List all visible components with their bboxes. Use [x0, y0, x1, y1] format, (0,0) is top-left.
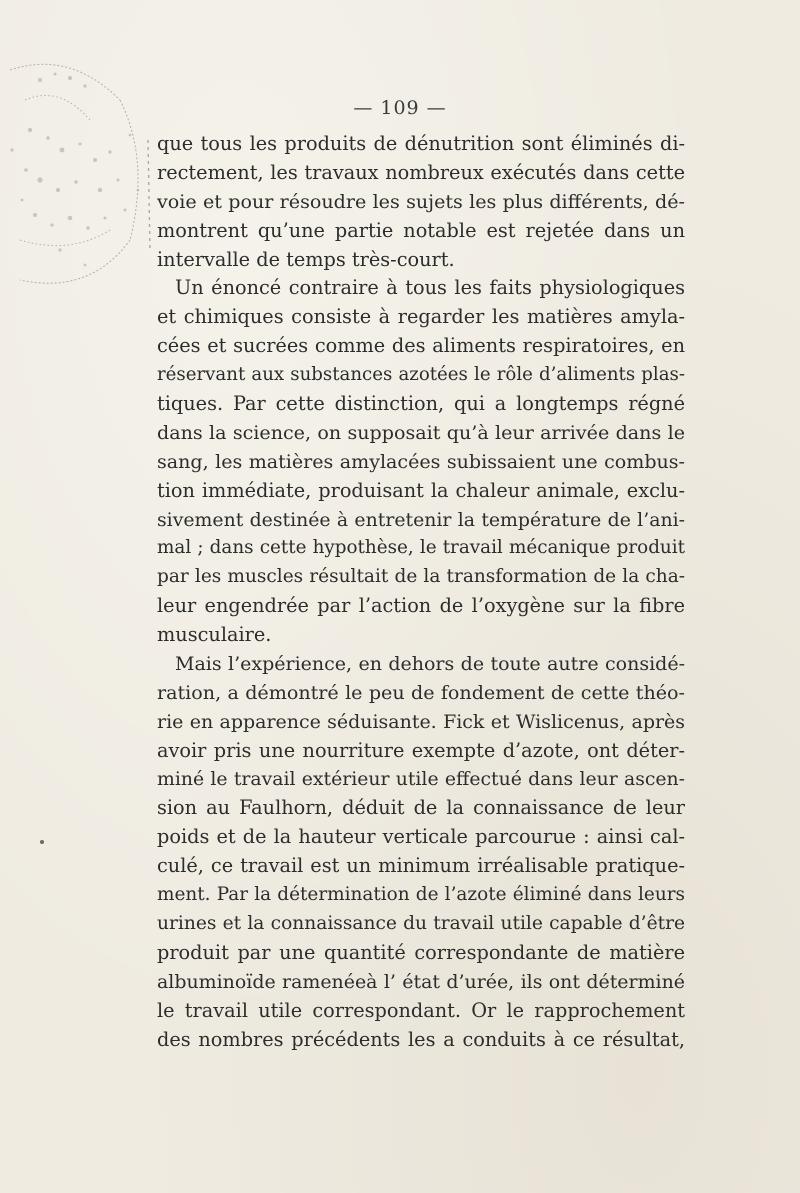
- text-line: rectement, les travaux nombreux exécutés dans cette: [157, 160, 685, 184]
- text-line: Un énoncé contraire à tous les faits physiologiques: [175, 276, 685, 300]
- body-text: [157, 130, 685, 1055]
- ink-speck: [40, 840, 44, 844]
- text-line: urines et la connaissance du travail utile capable d’être: [157, 913, 685, 935]
- text-line: musculaire.: [157, 623, 272, 647]
- text-line: poids et de la hauteur verticale parcourue : ainsi cal-: [157, 825, 685, 849]
- text-line: par les muscles résultait de la transformation de la cha-: [157, 566, 685, 588]
- text-line: albuminoïde ramenéeà l’ état d’urée, ils ont déterminé: [157, 970, 685, 993]
- text-line: sion au Faulhorn, déduit de la connaissance de leur: [157, 796, 685, 820]
- text-line: sang, les matières amylacées subissaient une combus-: [157, 450, 685, 473]
- text-line: que tous les produits de dénutrition sont éliminés di-: [157, 132, 685, 155]
- text-line: rie en apparence séduisante. Fick et Wislicenus, après: [157, 710, 685, 733]
- text-line: le travail utile correspondant. Or le rapprochement: [157, 998, 685, 1022]
- text-line: leur engendrée par l’action de l’oxygène sur la fibre: [157, 594, 685, 618]
- text-line: et chimiques consiste à regarder les matières amyla-: [157, 305, 685, 329]
- text-line: réservant aux substances azotées le rôle d’aliments plas-: [157, 364, 685, 386]
- text-line: culé, ce travail est un minimum irréalisable pratique-: [157, 854, 685, 878]
- text-line: tion immédiate, produisant la chaleur animale, exclu-: [157, 478, 685, 502]
- text-line: Mais l’expérience, en dehors de toute autre considé-: [175, 653, 685, 676]
- text-line: des nombres précédents les a conduits à ce résultat,: [157, 1027, 685, 1051]
- text-line: voie et pour résoudre les sujets les plus différents, dé-: [157, 190, 685, 213]
- text-line: ration, a démontré le peu de fondement de cette théo-: [157, 680, 685, 704]
- text-line: ment. Par la détermination de l’azote éliminé dans leurs: [157, 884, 685, 906]
- text-line: tiques. Par cette distinction, qui a longtemps régné: [157, 392, 685, 416]
- text-line: montrent qu’une partie notable est rejetée dans un: [157, 218, 685, 242]
- page-number: — 109 —: [353, 97, 447, 119]
- text-line: intervalle de temps très-court.: [157, 247, 455, 271]
- text-line: dans la science, on supposait qu’à leur arrivée dans le: [157, 420, 685, 444]
- text-line: produit par une quantité correspondante de matière: [157, 940, 685, 964]
- library-stamp-icon: [0, 40, 160, 300]
- text-line: sivement destinée à entretenir la température de l’ani-: [157, 508, 685, 531]
- text-line: miné le travail extérieur utile effectué dans leur ascen-: [157, 768, 685, 790]
- text-line: cées et sucrées comme des aliments respiratoires, en: [157, 334, 685, 358]
- text-line: avoir pris une nourriture exempte d’azote, ont déter-: [157, 738, 685, 762]
- text-line: mal ; dans cette hypothèse, le travail mécanique produit: [157, 537, 685, 559]
